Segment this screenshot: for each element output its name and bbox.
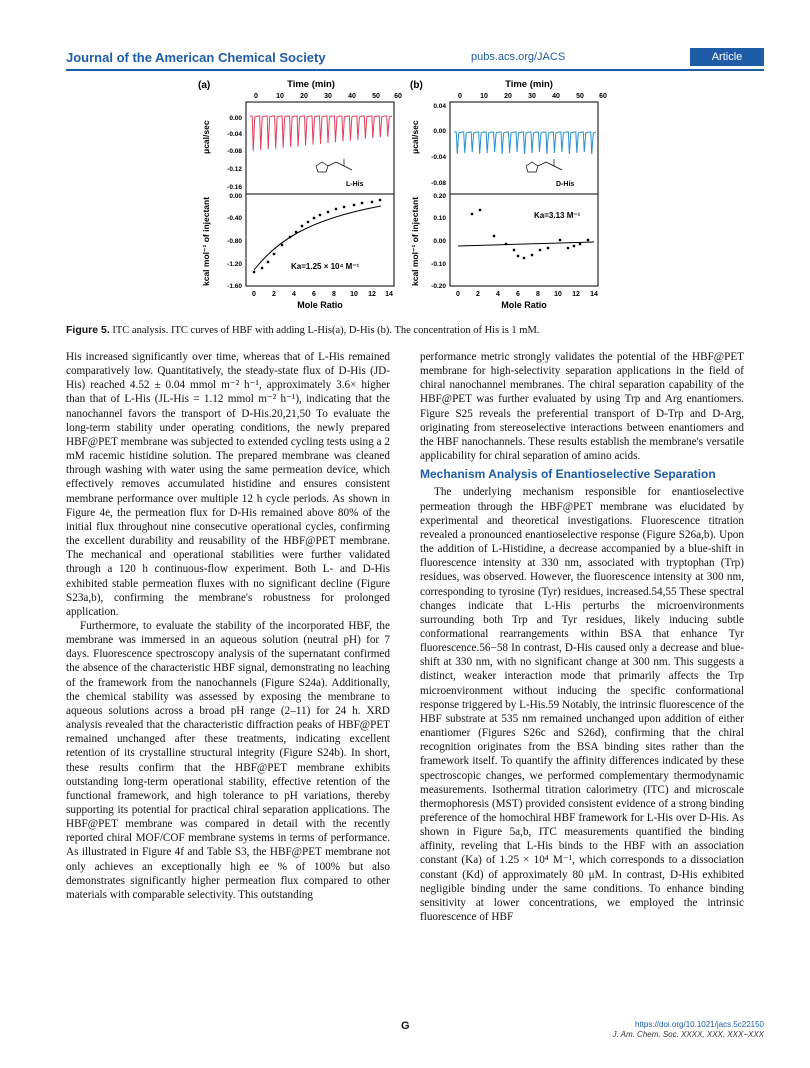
- journal-url[interactable]: pubs.acs.org/JACS: [471, 51, 566, 63]
- section-heading: Mechanism Analysis of Enantioselective Separation: [420, 467, 716, 482]
- svg-text:-0.40: -0.40: [227, 215, 242, 222]
- binding-point: [267, 261, 269, 263]
- svg-text:50: 50: [372, 93, 380, 100]
- binding-point: [523, 257, 525, 259]
- binding-point: [531, 254, 533, 256]
- svg-text:-0.12: -0.12: [227, 166, 242, 173]
- panel-b-mole-ratio-label: Mole Ratio: [501, 300, 547, 310]
- svg-text:-1.20: -1.20: [227, 261, 242, 268]
- binding-point: [313, 217, 315, 219]
- right-paragraph-1: performance metric strongly validates the potential of the HBF@PET membrane for high-selectivity separation applications in the field of chiral nanochannel membranes. The chiral separation capability of the HBF@PET was further evaluated by using Trp and Arg enantiomers. Figure S25 reveals the preferential transport of D-Trp and D-Arg, originating from stereoselective interactions between enantiomers and the HBF nanochannels. These results establish the membrane's versatile applicability for chiral separation of amino acids.: [420, 351, 744, 463]
- svg-text:4: 4: [496, 291, 500, 298]
- svg-text:-0.20: -0.20: [431, 283, 446, 290]
- svg-text:0.00: 0.00: [229, 115, 242, 122]
- running-header: [66, 48, 764, 68]
- panel-a-compound: L-His: [346, 181, 364, 188]
- panel-a-top-ticks: [254, 93, 402, 100]
- svg-text:60: 60: [599, 93, 607, 100]
- right-paragraph-2: The underlying mechanism responsible for enantioselective permeation through the HBF@PET membrane was elucidated by experimental and theoretical investigations. Fluorescence titration revealed a pronounced enantioselective response (Figure S26a,b). Upon the addition of L-Histidine, a decrease accompanied by a blue-shift in fluorescence intensity at 330 nm, associated with tryptophan (Trp) residues, was observed. However, the fluorescence intensity at 300 nm, corresponding to tyrosine (Tyr) residues, increased.54,55 These spectral changes indicate that L-His perturbs the microenvironments surrounding both Trp and Tyr residues, likely inducing subtle conformational rearrangements within BSA that enhance Tyr fluorescence.56−58 In contrast, D-His caused only a decrease and blue-shift at 330 nm, with no significant change at 300 nm. This suggests a distinct, weaker interaction mode that primarily affects the Trp microenvironment without inducing the specific conformational response triggered by L-His.59 Notably, the intrinsic fluorescence of the HBF substrate at 535 nm remained unchanged upon addition of either enantiomer (Figures S26c and S26d), confirming that the chiral recognition originates from the BSA binding sites rather than the framework itself. To quantify the affinity differences indicated by these spectroscopic changes, we performed complementary thermodynamic measurements. Isothermal titration calorimetry (ITC) and microscale thermophoresis (MST) provided consistent evidence of a strong binding preference of the homochiral HBF framework for L-His over D-His. As shown in Figure 5a,b, ITC measurements quantified the binding affinity, reveling that L-His binds to the HBF with an association constant (Ka) of 1.25 × 10⁴ M⁻¹, which corresponds to a dissociation constant (Kd) of approximately 80 μM. In contrast, D-His exhibited negligible binding under the same conditions. To enhance binding sensitivity at lower concentrations, we employed the intrinsic fluorescence of HBF: [420, 486, 744, 924]
- svg-text:8: 8: [536, 291, 540, 298]
- svg-text:-0.08: -0.08: [227, 148, 242, 155]
- binding-point: [539, 249, 541, 251]
- citation-line: J. Am. Chem. Soc. XXXX, XXX, XXX−XXX: [612, 1030, 764, 1039]
- svg-text:0: 0: [456, 291, 460, 298]
- svg-text:0.10: 0.10: [433, 215, 446, 222]
- svg-text:8: 8: [332, 291, 336, 298]
- panel-b-bottom-xticks: [456, 291, 598, 298]
- svg-text:20: 20: [504, 93, 512, 100]
- header-rule: [66, 69, 764, 71]
- svg-text:0.00: 0.00: [433, 128, 446, 135]
- left-column: [66, 350, 390, 902]
- binding-point: [361, 202, 363, 204]
- svg-text:4: 4: [292, 291, 296, 298]
- panel-b-ka: Ka=3.13 M⁻¹: [534, 211, 581, 220]
- svg-text:-0.16: -0.16: [227, 184, 242, 191]
- svg-text:0.04: 0.04: [433, 103, 446, 110]
- svg-text:6: 6: [312, 291, 316, 298]
- panel-b-top-yticks: [431, 103, 446, 187]
- svg-text:10: 10: [350, 291, 358, 298]
- svg-text:10: 10: [554, 291, 562, 298]
- svg-text:2: 2: [272, 291, 276, 298]
- svg-text:6: 6: [516, 291, 520, 298]
- binding-point: [379, 199, 381, 201]
- binding-point: [587, 239, 589, 241]
- svg-text:2: 2: [476, 291, 480, 298]
- panel-a-ka: Ka=1.25 × 10⁴ M⁻¹: [291, 262, 360, 271]
- binding-point: [479, 209, 481, 211]
- svg-text:10: 10: [480, 93, 488, 100]
- binding-point: [513, 249, 515, 251]
- right-column: [420, 350, 744, 924]
- left-paragraph-2: Furthermore, to evaluate the stability of the incorporated HBF, the membrane was immersed in an aqueous solution (neutral pH) for 7 days. Fluorescence spectroscopy analysis of the supernatant confirmed the absence of the characteristic HBF signal, demonstrating no leaching of the framework from the nanochannels (Figure S24a). Additionally, the chemical stability was assessed by exposing the membrane to aqueous solutions across a broad pH range (2–11) for 24 h. XRD analysis revealed that the characteristic diffraction peaks of HBF@PET remained unchanged after these treatments, indicating excellent retention of its crystalline structural integrity (Figure S24b). In short, these results confirm that the HBF@PET membrane exhibits outstanding long-term operational stability, effective retention of the functional framework, and high tolerance to pH variations, thereby supporting its potential for practical chiral separation applications. The HBF@PET membrane was compared in detail with the recently reported chiral MOF/COF membrane systems in terms of performance. As illustrated in Figure 4f and Table S3, the HBF@PET membrane not only achieves an exceptionally high ee % of 100% but also demonstrates significantly higher permeation flux compared to other materials with comparable selectivity. This outstanding: [66, 619, 390, 901]
- figure-caption: [66, 324, 766, 336]
- journal-title[interactable]: Journal of the American Chemical Society: [66, 50, 326, 65]
- svg-text:-0.08: -0.08: [431, 180, 446, 187]
- footer-doi: [612, 1020, 764, 1040]
- binding-point: [253, 271, 255, 273]
- svg-text:0: 0: [252, 291, 256, 298]
- svg-text:60: 60: [394, 93, 402, 100]
- binding-point: [547, 247, 549, 249]
- panel-a-mole-ratio-label: Mole Ratio: [297, 300, 343, 310]
- figure-caption-label: Figure 5.: [66, 324, 110, 336]
- article-type-badge: Article: [690, 48, 764, 66]
- binding-point: [301, 225, 303, 227]
- binding-point: [471, 213, 473, 215]
- panel-a-bottom-yticks: [227, 193, 242, 290]
- svg-text:0.00: 0.00: [229, 193, 242, 200]
- figure-5-itc: [196, 74, 616, 318]
- panel-b-thermogram-trace: [454, 132, 596, 154]
- panel-b-bottom-frame: [450, 194, 598, 286]
- svg-text:-1.60: -1.60: [227, 283, 242, 290]
- svg-text:40: 40: [348, 93, 356, 100]
- doi-link[interactable]: https://doi.org/10.1021/jacs.5c22150: [635, 1020, 764, 1029]
- panel-b-top-ticks: [458, 93, 607, 100]
- panel-a-label: (a): [198, 80, 211, 91]
- svg-text:0.20: 0.20: [433, 193, 446, 200]
- svg-text:12: 12: [368, 291, 376, 298]
- panel-b-top-ylabel: μcal/sec: [410, 120, 420, 154]
- svg-text:0: 0: [458, 93, 462, 100]
- svg-text:20: 20: [300, 93, 308, 100]
- svg-text:-0.10: -0.10: [431, 261, 446, 268]
- svg-text:50: 50: [576, 93, 584, 100]
- panel-b: [410, 79, 607, 310]
- binding-point: [307, 221, 309, 223]
- svg-text:-0.04: -0.04: [227, 131, 242, 138]
- binding-point: [493, 235, 495, 237]
- binding-point: [573, 245, 575, 247]
- binding-point: [335, 208, 337, 210]
- svg-text:-0.80: -0.80: [227, 238, 242, 245]
- svg-text:14: 14: [385, 291, 393, 298]
- svg-text:10: 10: [276, 93, 284, 100]
- panel-b-time-label: Time (min): [505, 79, 553, 90]
- panel-a-bottom-ylabel: kcal mol⁻¹ of injectant: [201, 196, 211, 286]
- binding-point: [567, 247, 569, 249]
- binding-point: [579, 243, 581, 245]
- left-paragraph-1: His increased significantly over time, whereas that of L-His remained comparatively low. Quantitatively, the steady-state flux of D-His (JD-His) reached 4.52 ± 0.04 mmol m⁻² h⁻¹, approximately 3.6× higher than that of L-His (JL-His = 1.12 mmol m⁻² h⁻¹), indicating that the nanochannel favors the transport of D-His.20,21,50 To evaluate the long-term stability under operating conditions, the newly prepared HBF@PET membrane was subjected to extended cycling tests using a 2 mM racemic histidine solution. The prepared membrane was cleaned through washing with water using the same permeation device, which effectively removes accumulated histidine and ensures consistent membrane performance over multiple 12 h cycle periods. As shown in Figure 4e, the permeation flux for D-His remained above 80% of the initial flux throughout nine consecutive operational cycles, confirming the excellent durability and reusability of the HBF@PET membrane. The mechanical and operational stabilities were further validated through a 120 h continuous-flow experiment. Both L- and D-His exhibited stable permeation fluxes with no significant decline (Figure S23a,b), confirming the membrane's robustness for prolonged application.: [66, 351, 390, 618]
- panel-b-bottom-ylabel: kcal mol⁻¹ of injectant: [410, 196, 420, 286]
- figure-caption-text: ITC analysis. ITC curves of HBF with adding L-His(a), D-His (b). The concentration of His is 1 mM.: [109, 325, 540, 336]
- binding-point: [353, 204, 355, 206]
- binding-point: [327, 211, 329, 213]
- binding-point: [343, 206, 345, 208]
- binding-point: [281, 244, 283, 246]
- panel-a-top-ylabel: μcal/sec: [201, 120, 211, 154]
- panel-b-molecule-icon: [526, 159, 562, 172]
- svg-text:14: 14: [590, 291, 598, 298]
- panel-a-thermogram-trace: [250, 116, 392, 151]
- svg-text:0.00: 0.00: [433, 238, 446, 245]
- panel-a-molecule-icon: [316, 159, 352, 172]
- svg-text:0: 0: [254, 93, 258, 100]
- binding-point: [371, 201, 373, 203]
- panel-b-compound: D-His: [556, 181, 575, 188]
- svg-text:12: 12: [572, 291, 580, 298]
- panel-a-time-label: Time (min): [287, 79, 335, 90]
- binding-point: [319, 214, 321, 216]
- svg-text:-0.04: -0.04: [431, 154, 446, 161]
- svg-text:30: 30: [528, 93, 536, 100]
- panel-a: [198, 79, 402, 310]
- binding-point: [273, 253, 275, 255]
- panel-a-bottom-xticks: [252, 291, 393, 298]
- svg-text:30: 30: [324, 93, 332, 100]
- binding-point: [559, 239, 561, 241]
- svg-text:40: 40: [552, 93, 560, 100]
- binding-point: [517, 255, 519, 257]
- panel-a-top-yticks: [227, 115, 242, 191]
- panel-b-bottom-yticks: [431, 193, 446, 290]
- panel-b-label: (b): [410, 80, 423, 91]
- binding-point: [261, 267, 263, 269]
- panel-a-fit-curve: [254, 206, 381, 270]
- page-number: G: [401, 1020, 410, 1032]
